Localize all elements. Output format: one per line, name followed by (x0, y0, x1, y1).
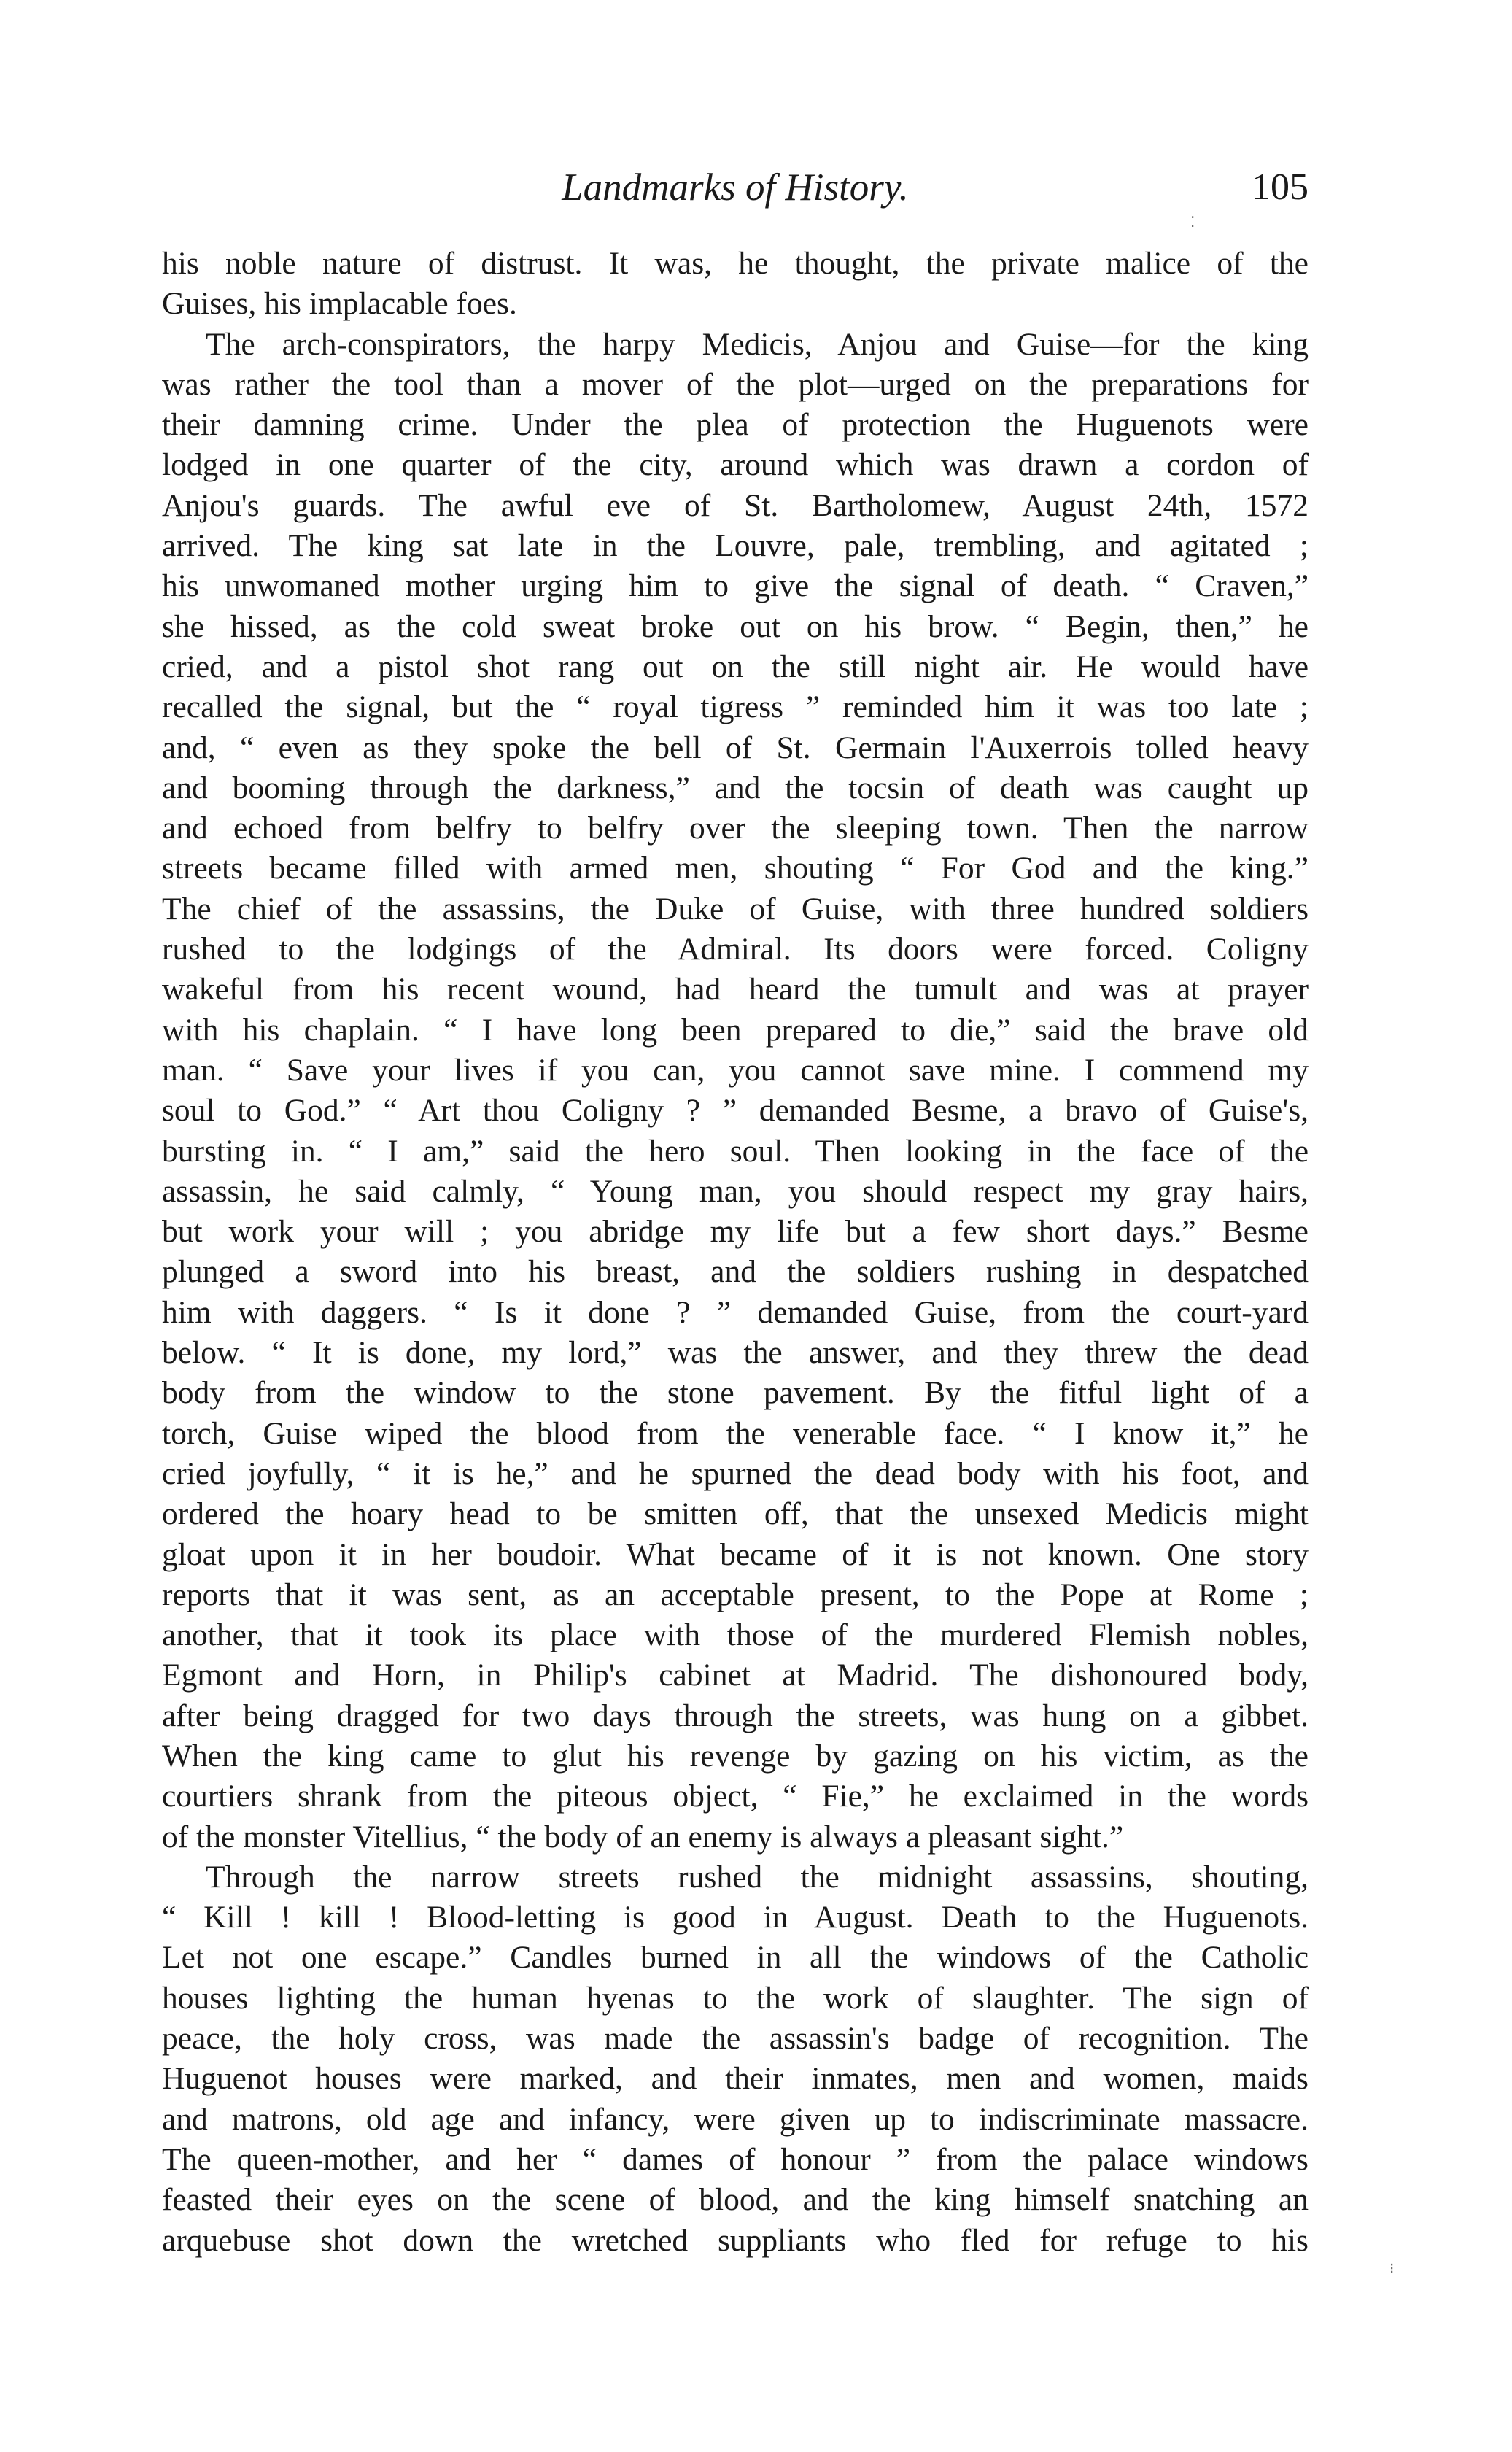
text-line: gloat upon it in her boudoir. What became of it is not known. One story (162, 1536, 1309, 1572)
text-line: his noble nature of distrust. It was, he thought, the private malice of the (162, 246, 1309, 281)
text-line: peace, the holy cross, was made the assassin's badge of recognition. The (162, 2021, 1309, 2057)
scan-speck-mark: ⁚ (1190, 214, 1195, 231)
text-line: man. “ Save your lives if you can, you cannot save mine. I commend my (162, 1052, 1309, 1088)
running-title: Landmarks of History. (562, 166, 909, 209)
text-line: lodged in one quarter of the city, around which was drawn a cordon of (162, 447, 1309, 483)
text-line: assassin, he said calmly, “ Young man, you should respect my gray hairs, (162, 1173, 1309, 1209)
text-line: and, “ even as they spoke the bell of St. Germain l'Auxerrois tolled heavy (162, 730, 1309, 765)
text-line: Egmont and Horn, in Philip's cabinet at Madrid. The dishonoured body, (162, 1658, 1309, 1693)
text-line: streets became filled with armed men, shouting “ For God and the king.” (162, 851, 1309, 886)
page-header (162, 162, 1309, 213)
text-line: Anjou's guards. The awful eve of St. Bartholomew, August 24th, 1572 (162, 487, 1309, 523)
text-line: body from the window to the stone pavement. By the fitful light of a (162, 1375, 1309, 1411)
text-line: When the king came to glut his revenge by gazing on his victim, as the (162, 1738, 1309, 1774)
text-line: arquebuse shot down the wretched suppliants who fled for refuge to his (162, 2222, 1309, 2258)
text-line: and echoed from belfry to belfry over the sleeping town. Then the narrow (162, 811, 1309, 846)
text-line: with his chaplain. “ I have long been prepared to die,” said the brave old (162, 1012, 1309, 1048)
text-line: she hissed, as the cold sweat broke out on his brow. “ Begin, then,” he (162, 608, 1309, 644)
text-line: “ Kill ! kill ! Blood-letting is good in August. Death to the Huguenots. (162, 1900, 1309, 1935)
text-line: Through the narrow streets rushed the midnight assassins, shouting, (206, 1859, 1309, 1895)
page-number: 105 (1252, 166, 1309, 208)
body-text (162, 244, 1309, 2261)
text-line: The queen-mother, and her “ dames of honour ” from the palace windows (162, 2141, 1309, 2177)
text-line: cried joyfully, “ it is he,” and he spurned the dead body with his foot, and (162, 1455, 1309, 1491)
text-line: torch, Guise wiped the blood from the venerable face. “ I know it,” he (162, 1415, 1309, 1451)
text-line: and booming through the darkness,” and the tocsin of death was caught up (162, 770, 1309, 805)
text-line: arrived. The king sat late in the Louvre, pale, trembling, and agitated ; (162, 528, 1309, 564)
text-line: The chief of the assassins, the Duke of Guise, with three hundred soldiers (162, 891, 1309, 927)
scan-speck-mark: ⁝ (1389, 2261, 1395, 2277)
text-line: of the monster Vitellius, “ the body of an enemy is always a pleasant sight.” (162, 1819, 1124, 1855)
text-line: Huguenot houses were marked, and their inmates, men and women, maids (162, 2061, 1309, 2097)
text-line: but work your will ; you abridge my life but a few short days.” Besme (162, 1214, 1309, 1250)
text-line: feasted their eyes on the scene of blood, and the king himself snatching an (162, 2182, 1309, 2218)
text-line: rushed to the lodgings of the Admiral. Its doors were forced. Coligny (162, 932, 1309, 967)
text-line: plunged a sword into his breast, and the soldiers rushing in despatched (162, 1254, 1309, 1290)
text-line: bursting in. “ I am,” said the hero soul. Then looking in the face of the (162, 1133, 1309, 1169)
text-line: their damning crime. Under the plea of protection the Huguenots were (162, 407, 1309, 443)
text-line: after being dragged for two days through the streets, was hung on a gibbet. (162, 1698, 1309, 1733)
text-line: The arch-conspirators, the harpy Medicis, Anjou and Guise—for the king (206, 326, 1309, 362)
text-line: wakeful from his recent wound, had heard the tumult and was at prayer (162, 972, 1309, 1008)
text-line: recalled the signal, but the “ royal tigress ” reminded him it was too late ; (162, 689, 1309, 725)
text-line: Let not one escape.” Candles burned in all the windows of the Catholic (162, 1940, 1309, 1976)
text-line: Guises, his implacable foes. (162, 286, 517, 322)
text-line: courtiers shrank from the piteous object, “ Fie,” he exclaimed in the words (162, 1779, 1309, 1814)
text-line: another, that it took its place with those of the murdered Flemish nobles, (162, 1617, 1309, 1653)
text-line: cried, and a pistol shot rang out on the still night air. He would have (162, 649, 1309, 684)
text-line: and matrons, old age and infancy, were given up to indiscriminate massacre. (162, 2101, 1309, 2137)
text-line: him with daggers. “ Is it done ? ” demanded Guise, from the court-yard (162, 1294, 1309, 1330)
text-line: reports that it was sent, as an acceptable present, to the Pope at Rome ; (162, 1577, 1309, 1612)
text-line: soul to God.” “ Art thou Coligny ? ” demanded Besme, a bravo of Guise's, (162, 1093, 1309, 1129)
text-line: below. “ It is done, my lord,” was the answer, and they threw the dead (162, 1335, 1309, 1371)
text-line: was rather the tool than a mover of the plot—urged on the preparations for (162, 366, 1309, 402)
text-line: houses lighting the human hyenas to the work of slaughter. The sign of (162, 1980, 1309, 2016)
text-line: ordered the hoary head to be smitten off, that the unsexed Medicis might (162, 1496, 1309, 1532)
text-line: his unwomaned mother urging him to give the signal of death. “ Craven,” (162, 568, 1309, 604)
